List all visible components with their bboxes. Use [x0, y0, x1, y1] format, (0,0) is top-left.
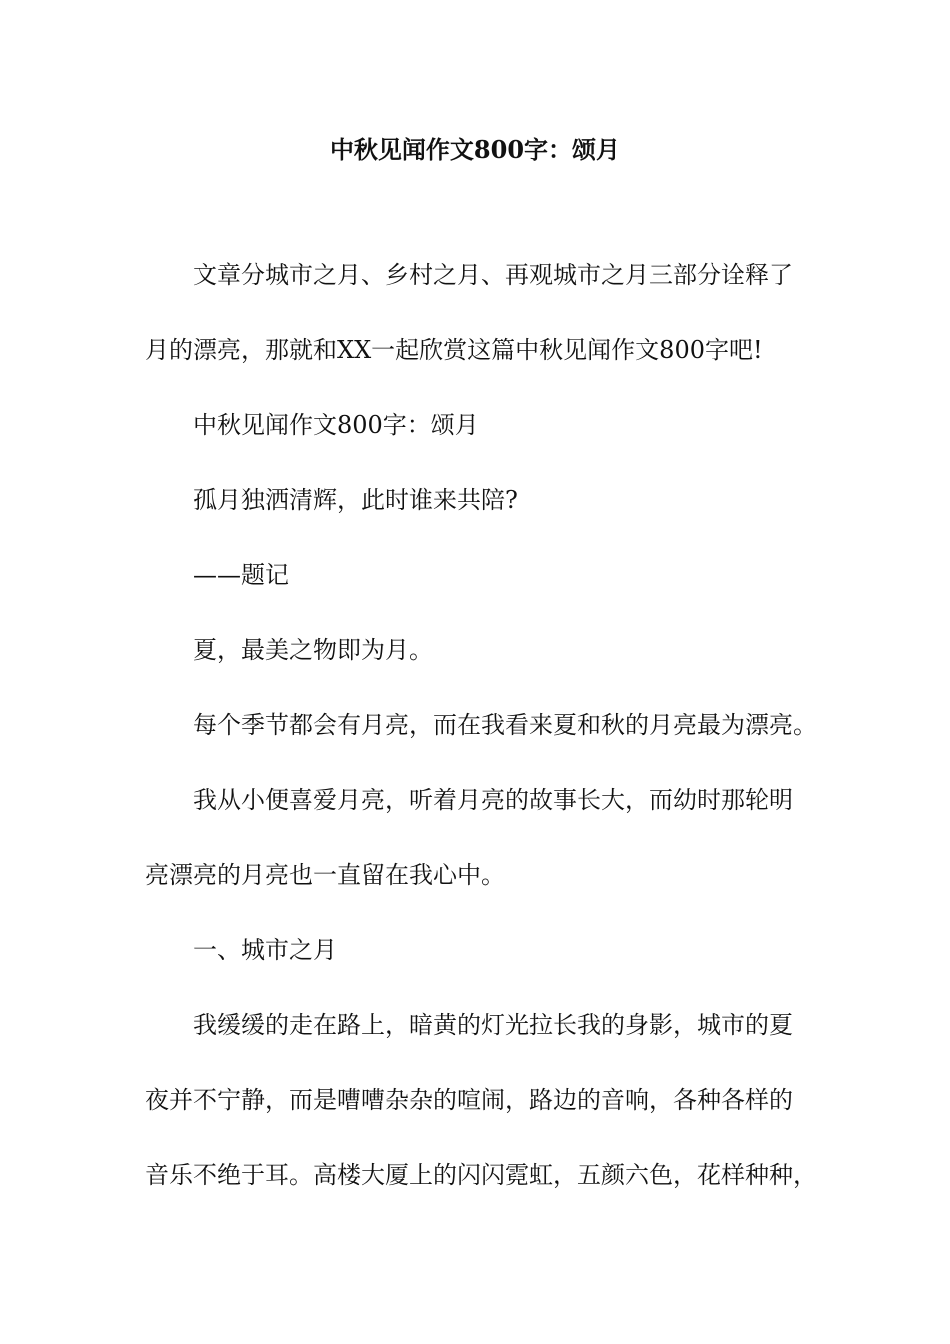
paragraph-subtitle: 中秋见闻作文800字：颂月: [193, 411, 479, 439]
paragraph-line: 我缓缓的走在路上，暗黄的灯光拉长我的身影，城市的夏: [193, 1011, 793, 1039]
paragraph-epigraph-source: ——题记: [193, 561, 289, 589]
section-heading: 一、城市之月: [193, 936, 337, 964]
paragraph: [145, 781, 810, 894]
paragraph: [145, 1006, 817, 1194]
paragraph-line: 月的漂亮，那就和XX一起欣赏这篇中秋见闻作文800字吧!: [145, 336, 763, 364]
paragraph-intro: [145, 256, 810, 369]
paragraph-line: 文章分城市之月、乡村之月、再观城市之月三部分诠释了: [193, 261, 793, 289]
paragraph: 夏，最美之物即为月。: [193, 636, 433, 664]
paragraph-line: 夜并不宁静，而是嘈嘈杂杂的喧闹，路边的音响，各种各样的: [145, 1086, 793, 1114]
paragraph-epigraph: 孤月独洒清辉，此时谁来共陪?: [193, 486, 518, 514]
paragraph: 每个季节都会有月亮，而在我看来夏和秋的月亮最为漂亮。: [193, 711, 817, 739]
document-title: 中秋见闻作文800字：颂月: [329, 135, 621, 164]
paragraph-line: 我从小便喜爱月亮，听着月亮的故事长大，而幼时那轮明: [193, 786, 793, 814]
paragraph-line: 音乐不绝于耳。高楼大厦上的闪闪霓虹，五颜六色，花样种种，: [145, 1161, 817, 1189]
paragraph-line: 亮漂亮的月亮也一直留在我心中。: [145, 861, 505, 889]
document-body: [145, 256, 817, 1231]
